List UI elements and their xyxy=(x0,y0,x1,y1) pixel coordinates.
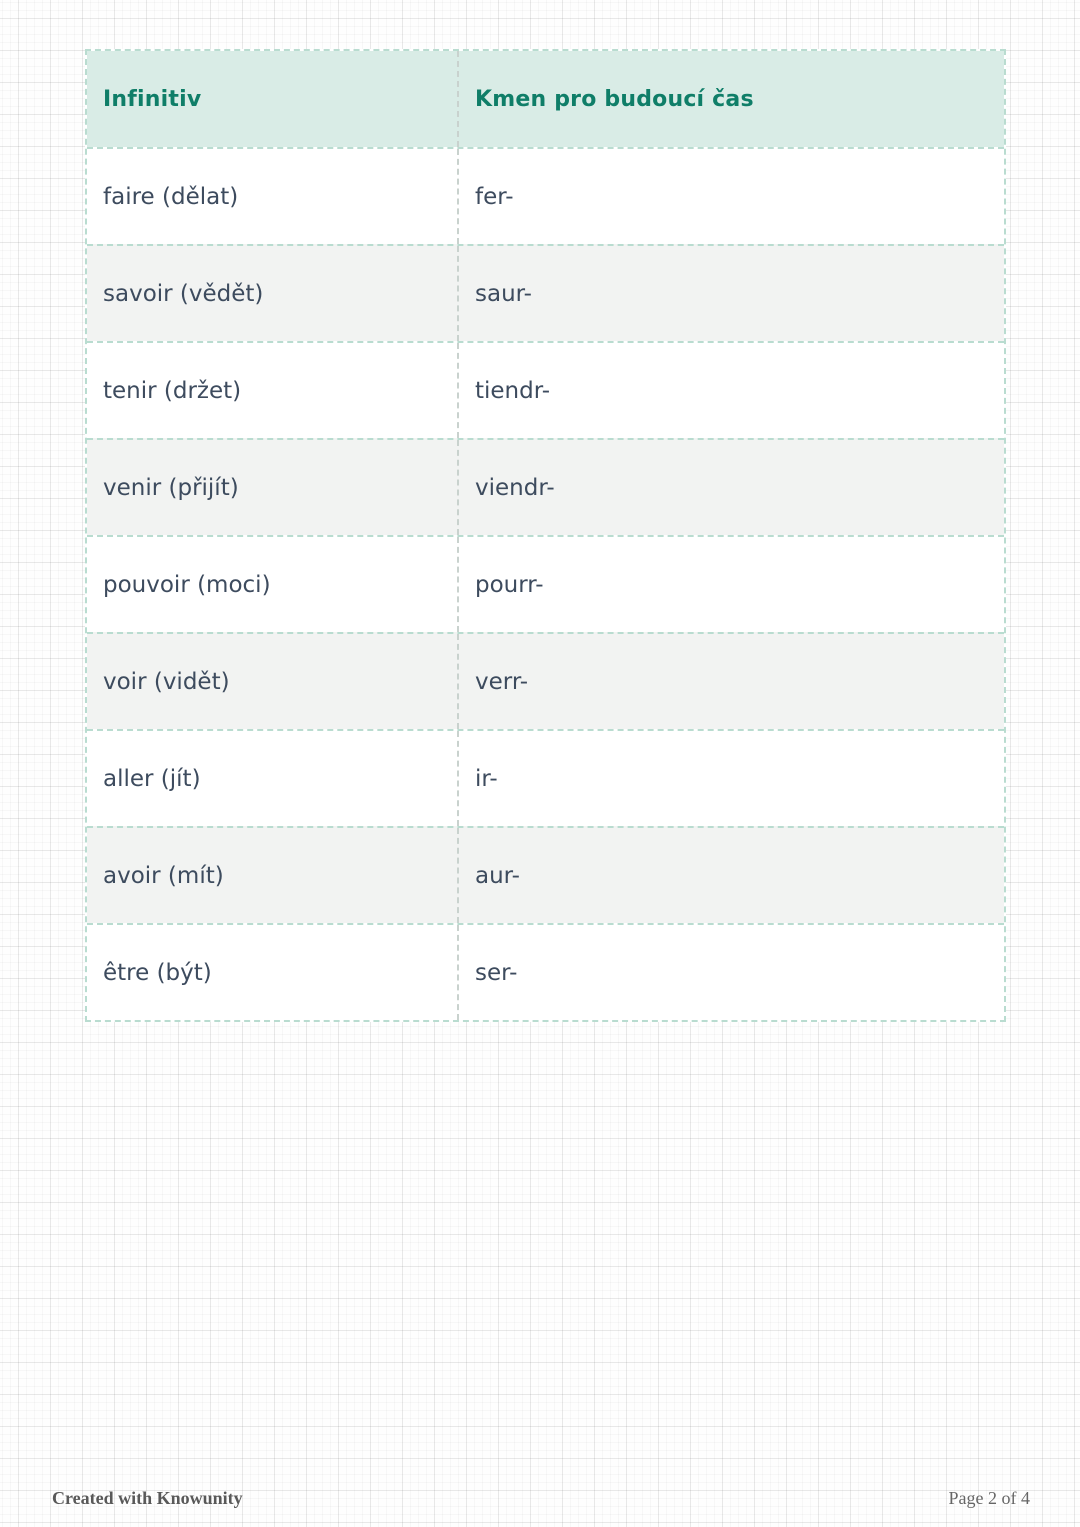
table-row xyxy=(87,826,1004,923)
cell-future-stem: fer- xyxy=(475,183,514,210)
column-header-infinitive: Infinitiv xyxy=(87,51,459,147)
table-row xyxy=(87,535,1004,632)
cell-future-stem: ir- xyxy=(475,765,498,792)
cell-future-stem: viendr- xyxy=(475,474,555,501)
table-row xyxy=(87,923,1004,1020)
cell-infinitive: faire (dělat) xyxy=(87,149,459,244)
cell-future-stem: pourr- xyxy=(475,571,544,598)
cell-infinitive: tenir (držet) xyxy=(87,343,459,438)
table-body xyxy=(87,147,1004,1020)
cell-future-stem: verr- xyxy=(475,668,529,695)
cell-infinitive: pouvoir (moci) xyxy=(87,537,459,632)
cell-future-stem: ser- xyxy=(475,959,518,986)
cell-infinitive: savoir (vědět) xyxy=(87,246,459,341)
table-row xyxy=(87,147,1004,244)
cell-infinitive: venir (přijít) xyxy=(87,440,459,535)
cell-infinitive: avoir (mít) xyxy=(87,828,459,923)
table-row xyxy=(87,729,1004,826)
table-row xyxy=(87,341,1004,438)
cell-future-stem: saur- xyxy=(475,280,532,307)
table-row xyxy=(87,438,1004,535)
table-header-row xyxy=(87,51,1004,147)
page-indicator: Page 2 of 4 xyxy=(948,1488,1030,1508)
cell-infinitive: être (být) xyxy=(87,925,459,1020)
table-row xyxy=(87,244,1004,341)
column-header-future-stem: Kmen pro budoucí čas xyxy=(475,86,754,112)
table-row xyxy=(87,632,1004,729)
footer-branding: Created with Knowunity xyxy=(52,1488,243,1508)
cell-infinitive: aller (jít) xyxy=(87,731,459,826)
page-footer xyxy=(52,1488,1030,1509)
cell-future-stem: aur- xyxy=(475,862,520,889)
verb-table xyxy=(85,49,1006,1022)
cell-infinitive: voir (vidět) xyxy=(87,634,459,729)
cell-future-stem: tiendr- xyxy=(475,377,551,404)
